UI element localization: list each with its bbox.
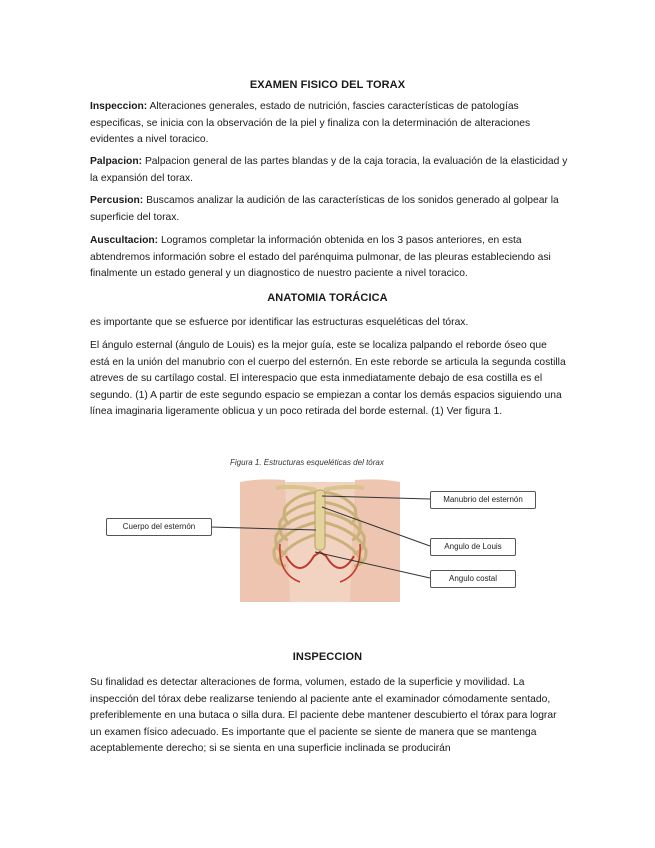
anatomia-paragraph-1: es importante que se esfuerce por identificar las estructuras esqueléticas del tórax. [90, 317, 469, 328]
label-cuerpo-esternon: Cuerpo del esternón [106, 518, 212, 536]
inspeccion-text: Alteraciones generales, estado de nutrición, fascies características de patologías especificas, se inicia con la observación de la piel y finaliza con la determinación de alteraciones evidentes a nivel toracico. [90, 101, 531, 146]
inspeccion-section-paragraph: Su finalidad es detectar alteraciones de forma, volumen, estado de la superficie y movilidad. La inspección del tórax debe realizarse teniendo al paciente ante el examinador cómodamente sentado, preferiblemente en una butaca o silla dura. El paciente debe mantener descubierto el tórax para lograr un examen físico adecuado. Es importante que el paciente se siente de manera que se mantenga aceptablemente derecho; si se sienta en una superficie inclinada se producirán [90, 677, 557, 755]
inspeccion-title: INSPECCION [292, 651, 363, 663]
label-angulo-louis: Angulo de Louis [430, 538, 516, 556]
auscultacion-paragraph [90, 233, 568, 283]
palpacion-text: Palpacion general de las partes blandas y de la caja toracia, la evaluación de la elasticidad y la expansión del torax. [90, 156, 568, 184]
anatomia-paragraph-2: El ángulo esternal (ángulo de Louis) es la mejor guía, este se localiza palpando el reborde óseo que está en la unión del manubrio con el cuerpo del esternón. En este reborde se articula la segunda costilla atreves de su cartílago costal. El interespacio que esta inmediatamente debajo de esa costilla es el segundo. (1) A partir de este segundo espacio se empiezan a contar los demás espacios siguiendo una línea imaginaria ligeramente oblicua y un poco retirada del borde esternal. (1) Ver figura 1. [90, 340, 566, 418]
label-manubrio-esternon: Manubrio del esternón [430, 491, 536, 509]
anatomia-title: ANATOMIA TORÁCICA [267, 292, 388, 304]
palpacion-term: Palpacion: [90, 156, 143, 167]
document-title: EXAMEN FISICO DEL TORAX [249, 79, 406, 91]
percusion-text: Buscamos analizar la audición de las características de los sonidos generado al golpear la superficie del torax. [90, 195, 559, 223]
auscultacion-term: Auscultacion: [90, 235, 159, 246]
sternum [315, 490, 325, 550]
auscultacion-text: Logramos completar la información obtenida en los 3 pasos anteriores, en esta abtendremos información sobre el estado del parénquima pulmonar, de las pleuras estableciendo asi finalmente un estado general y un diagnostico de nuestro paciente a nivel toracico. [90, 235, 551, 280]
figure-thorax [100, 452, 560, 602]
figure-caption: Figura 1. Estructuras esqueléticas del tórax [230, 458, 384, 467]
palpacion-paragraph [90, 154, 568, 187]
inspeccion-term: Inspeccion: [90, 101, 148, 112]
percusion-term: Percusion: [90, 195, 144, 206]
percusion-paragraph [90, 193, 568, 226]
label-angulo-costal: Angulo costal [430, 570, 516, 588]
inspeccion-paragraph [90, 99, 568, 149]
